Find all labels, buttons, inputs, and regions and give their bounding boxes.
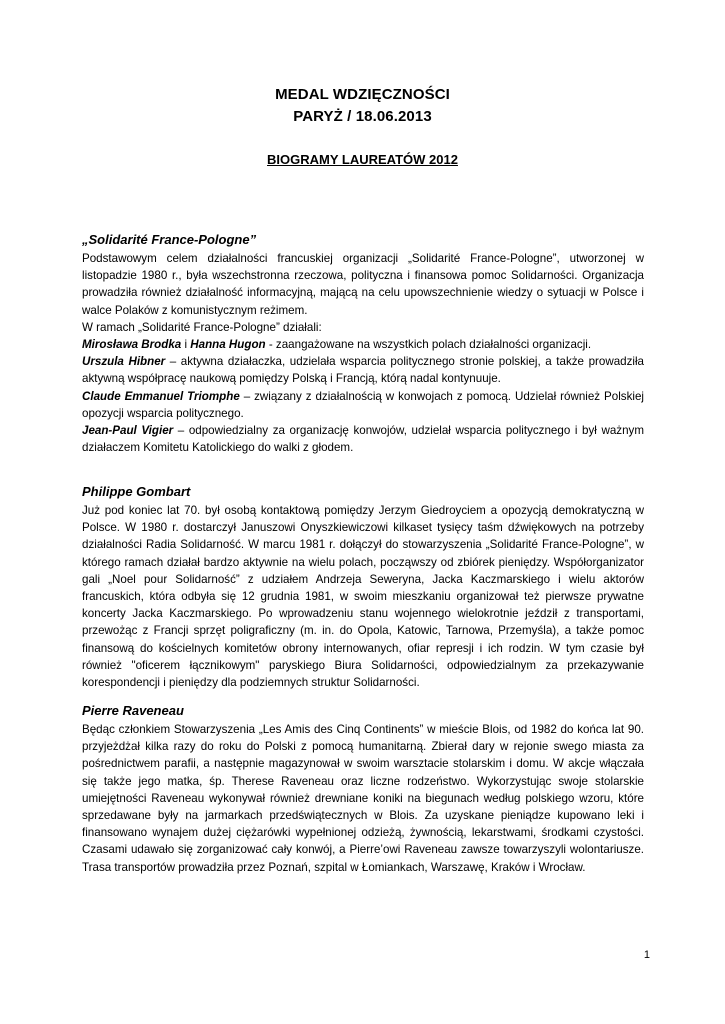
member-name: Hanna Hugon — [190, 338, 266, 352]
page-number: 1 — [643, 949, 650, 961]
member-name: Jean-Paul Vigier — [82, 424, 174, 438]
member-name-joiner: i — [181, 338, 191, 352]
member-name: Claude Emmanuel Triomphe — [82, 389, 240, 403]
biography-text: Już pod koniec lat 70. był osobą kontaktową pomiędzy Jerzym Giedroyciem a opozycją demokratyczną w Polsce. W 1980 r. dostarczył Januszowi Onyszkiewiczowi kilkaset tysięcy taśm dźwiękowych na potrzeby działalności Radia Solidarność. W marcu 1981 r. dołączył do stowarzyszenia „Solidarité France-Pologne”, w którego ramach działał bardzo aktywnie na wielu polach, począwszy od zbiórek pieniędzy. Współorganizator gali „Noel pour Solidarność” z udziałem Andrzeja Seweryna, Jacka Kaczmarskiego i wielu aktorów francuskich, która odbyła się 12 grudnia 1981, w swoim mieszkaniu organizował też pierwsze prywatne koncerty Jacka Kaczmarskiego. Po wprowadzeniu stanu wojennego wielokrotnie jeździł z transportami, przewożąc z Francji sprzęt poligraficzny (m. in. do Opola, Katowic, Tarnowa, Przemyśla), a także pomoc finansową do kościelnych komitetów obrony internowanych, ofiar represji i ich rodzin. W tym czasie był również "oficerem łącznikowym" paryskiego Biura Solidarności, odpowiedzialnym za przekazywanie korespondencji i pieniędzy dla podziemnych struktur Solidarności. — [82, 504, 644, 690]
section-heading: Pierre Raveneau — [82, 703, 184, 718]
members-intro-text: W ramach „Solidarité France-Pologne” działali: — [82, 320, 322, 334]
member-description: – aktywna działaczka, udzielała wsparcia politycznego stronie polskiej, a także prowadziła aktywną współpracę naukową pomiędzy Polską i Francją, którą nadal kontynuuje. — [82, 355, 644, 386]
member-name: Urszula Hibner — [82, 355, 166, 369]
member-entry — [82, 388, 644, 422]
member-description: – odpowiedzialny za organizację konwojów, udzielał wsparcia politycznego i był ważnym działaczem Komitetu Katolickiego do walki z głodem. — [82, 424, 644, 455]
member-description: - zaangażowane na wszystkich polach działalności organizacji. — [265, 338, 592, 352]
section-solidarite-france-pologne — [82, 231, 644, 456]
section-philippe-gombart — [82, 483, 644, 691]
document-subtitle: BIOGRAMY LAUREATÓW 2012 — [267, 152, 458, 167]
section-heading: Philippe Gombart — [82, 484, 191, 499]
member-entry — [82, 422, 644, 456]
member-name: Mirosława Brodka — [82, 338, 182, 352]
section-intro-text: Podstawowym celem działalności francuskiej organizacji „Solidarité France-Pologne”, utworzonej w listopadzie 1980 r., była wszechstronna rzeczowa, polityczna i finansowa pomoc Solidarności. Organizacja prowadziła również działalność informacyjną, mającą na celu upowszechnienie wiedzy o sytuacji w Polsce i walce Polaków z komunistycznym reżimem. — [82, 252, 644, 317]
biography-text: Będąc członkiem Stowarzyszenia „Les Amis des Cinq Continents” w mieście Blois, od 1982 do końca lat 90. przyjeżdżał kilka razy do roku do Polski z pomocą humanitarną. Zbierał dary w rejonie swego miasta za pośrednictwem parafii, a następnie magazynował w swoim warsztacie stolarskim i domu. W akcje włączała się także jego matka, śp. Therese Raveneau oraz liczne rodzeństwo. Wykorzystując swoje stolarskie umiejętności Raveneau wykonywał również drewniane koniki na biegunach według polskiego wzoru, które sprzedawane były na jarmarkach przedświątecznych w Blois. Za uzyskane pieniądze kupowano leki i finansowano wynajem dużej ciężarówki wypełnionej odzieżą, żywnością, lekarstwami, środkami czystości. Czasami udawało się zorganizować cały konwój, a Pierre’owi Raveneau zawsze towarzyszyli wolontariusze. Trasa transportów prowadziła przez Poznań, szpital w Łomiankach, Warszawę, Kraków i Wrocław. — [82, 723, 644, 874]
member-description: – związany z działalnością w konwojach z pomocą. Udzielał również Polskiej opozycji wsparcia politycznego. — [82, 389, 644, 420]
section-heading: „Solidarité France-Pologne” — [82, 232, 257, 247]
member-entry — [82, 336, 644, 353]
member-entry — [82, 353, 644, 387]
document-date-line: PARYŻ / 18.06.2013 — [293, 108, 432, 125]
section-pierre-raveneau — [82, 702, 644, 876]
document-title: MEDAL WDZIĘCZNOŚCI — [275, 86, 450, 103]
